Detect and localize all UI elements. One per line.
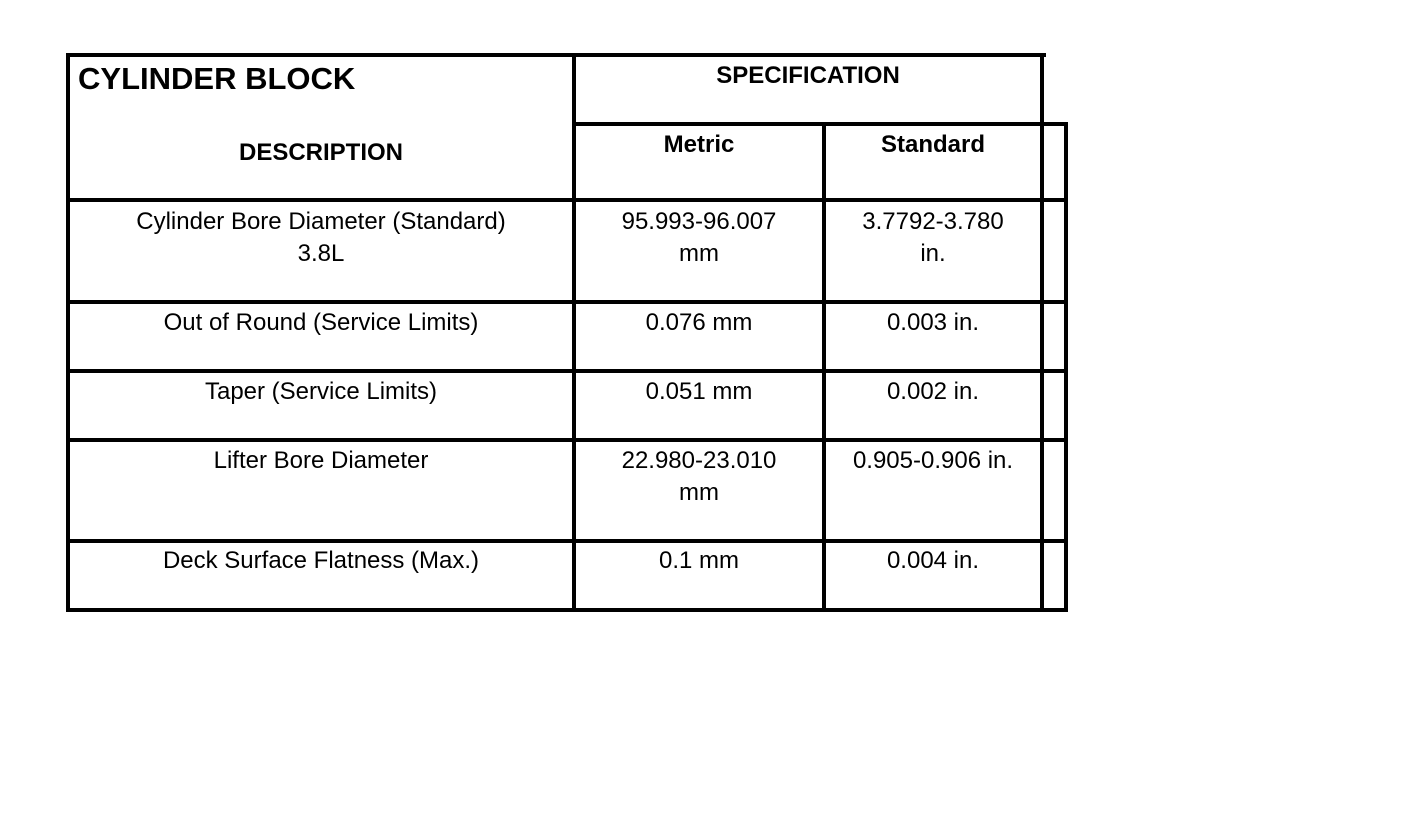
metric-header: Metric bbox=[663, 131, 735, 158]
row-5-description: Deck Surface Flatness (Max.) bbox=[162, 547, 480, 574]
row-3-standard: 0.002 in. bbox=[886, 378, 980, 405]
row-1-metric: 95.993-96.007 mm bbox=[621, 208, 777, 267]
row-4-standard: 0.905-0.906 in. bbox=[852, 447, 1014, 474]
row-1-description: Cylinder Bore Diameter (Standard) 3.8L bbox=[136, 208, 506, 267]
row-2-standard: 0.003 in. bbox=[886, 309, 980, 336]
row-2-metric: 0.076 mm bbox=[645, 309, 753, 336]
row-rule-4 bbox=[66, 539, 1068, 543]
row-rule-2 bbox=[66, 369, 1068, 373]
row-4-description: Lifter Bore Diameter bbox=[213, 447, 429, 474]
row-4-metric: 22.980-23.010 mm bbox=[621, 447, 777, 506]
standard-header: Standard bbox=[880, 131, 985, 158]
row-3-description: Taper (Service Limits) bbox=[204, 378, 438, 405]
table-border-bottom bbox=[66, 608, 1068, 612]
description-header: DESCRIPTION bbox=[238, 139, 403, 166]
table-title: CYLINDER BLOCK bbox=[78, 61, 356, 96]
spec-subheader-rule bbox=[572, 122, 1068, 126]
row-5-standard: 0.004 in. bbox=[886, 547, 980, 574]
row-2-description: Out of Round (Service Limits) bbox=[163, 309, 479, 336]
metric-column-rule bbox=[822, 122, 826, 612]
table-border-outer-right bbox=[1064, 122, 1068, 612]
row-rule-1 bbox=[66, 300, 1068, 304]
row-5-metric: 0.1 mm bbox=[658, 547, 739, 574]
row-rule-3 bbox=[66, 438, 1068, 442]
spec-border-right bbox=[1040, 53, 1044, 612]
specification-header: SPECIFICATION bbox=[716, 62, 900, 89]
row-1-standard: 3.7792-3.780 in. bbox=[862, 208, 1004, 267]
header-bottom-rule bbox=[66, 198, 1068, 202]
row-3-metric: 0.051 mm bbox=[645, 378, 753, 405]
table-border-top bbox=[66, 53, 1046, 57]
